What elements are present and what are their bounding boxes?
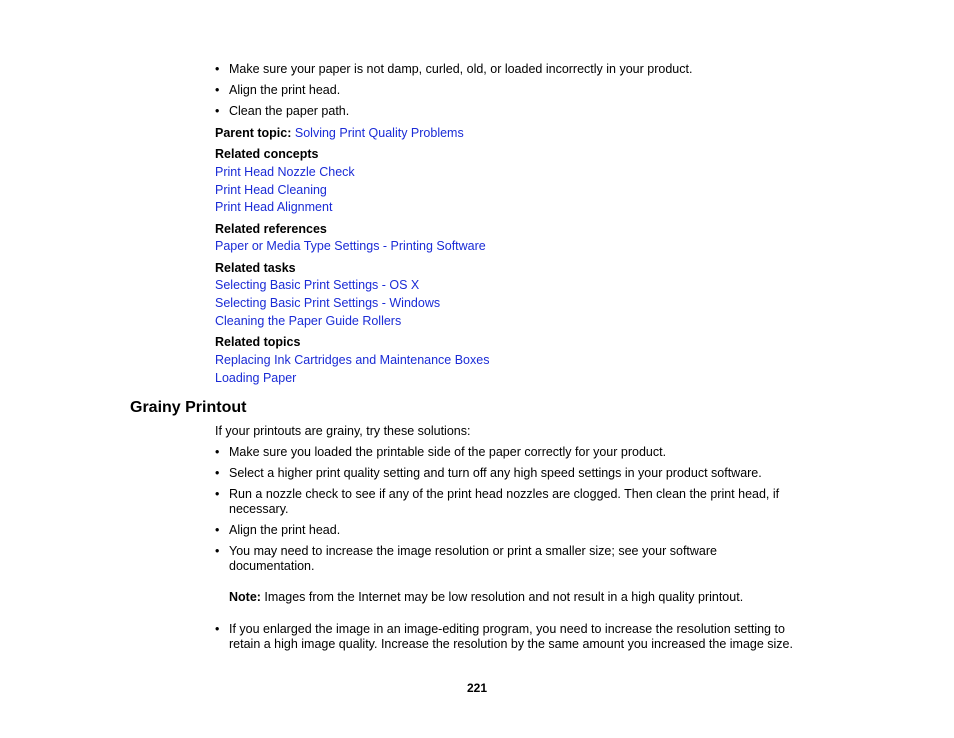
list-item: Align the print head. <box>229 83 341 97</box>
related-link[interactable]: Print Head Nozzle Check <box>215 165 355 179</box>
related-link[interactable]: Replacing Ink Cartridges and Maintenance Boxes <box>215 353 490 367</box>
list-item: Select a higher print quality setting and turn off any high speed settings in your product software. <box>229 466 762 480</box>
list-item-continuation: retain a high image quality. Increase the resolution by the same amount you increased the image size. <box>229 637 793 651</box>
list-item-continuation: necessary. <box>229 502 289 516</box>
related-concepts-heading: Related concepts <box>215 147 319 161</box>
bullet-marker: • <box>215 466 220 480</box>
list-item: Align the print head. <box>229 523 341 537</box>
bullet-marker: • <box>215 445 220 459</box>
related-topics-heading: Related topics <box>215 335 301 349</box>
parent-topic <box>215 126 464 140</box>
list-item: Make sure you loaded the printable side of the paper correctly for your product. <box>229 445 667 459</box>
related-tasks-heading: Related tasks <box>215 261 296 275</box>
list-item: Clean the paper path. <box>229 104 350 118</box>
note <box>229 590 743 604</box>
note-text: Images from the Internet may be low resolution and not result in a high quality printout. <box>260 590 744 604</box>
related-link[interactable]: Loading Paper <box>215 371 297 385</box>
bullet-marker: • <box>215 104 220 118</box>
parent-topic-link[interactable]: Solving Print Quality Problems <box>294 126 464 140</box>
related-link[interactable]: Cleaning the Paper Guide Rollers <box>215 314 402 328</box>
list-item-continuation: documentation. <box>229 559 315 573</box>
bullet-marker: • <box>215 62 220 76</box>
list-item: Make sure your paper is not damp, curled, old, or loaded incorrectly in your product. <box>229 62 693 76</box>
related-link[interactable]: Selecting Basic Print Settings - OS X <box>215 278 420 292</box>
list-item: You may need to increase the image resolution or print a smaller size; see your software <box>229 544 717 558</box>
section-title: Grainy Printout <box>130 399 247 416</box>
bullet-marker: • <box>215 83 220 97</box>
parent-topic-label: Parent topic: <box>215 126 292 140</box>
related-link[interactable]: Selecting Basic Print Settings - Windows <box>215 296 441 310</box>
related-link[interactable]: Paper or Media Type Settings - Printing Software <box>215 239 486 253</box>
related-link[interactable]: Print Head Alignment <box>215 200 333 214</box>
bullet-marker: • <box>215 523 220 537</box>
related-link[interactable]: Print Head Cleaning <box>215 183 327 197</box>
list-item: Run a nozzle check to see if any of the print head nozzles are clogged. Then clean the print head, if <box>229 487 780 501</box>
bullet-marker: • <box>215 487 220 501</box>
related-references-heading: Related references <box>215 222 327 236</box>
page-number: 221 <box>466 681 488 695</box>
section-intro: If your printouts are grainy, try these solutions: <box>215 424 471 438</box>
bullet-marker: • <box>215 544 220 558</box>
list-item: If you enlarged the image in an image-editing program, you need to increase the resolution setting to <box>229 622 785 636</box>
note-label: Note: <box>229 590 261 604</box>
bullet-marker: • <box>215 622 220 636</box>
